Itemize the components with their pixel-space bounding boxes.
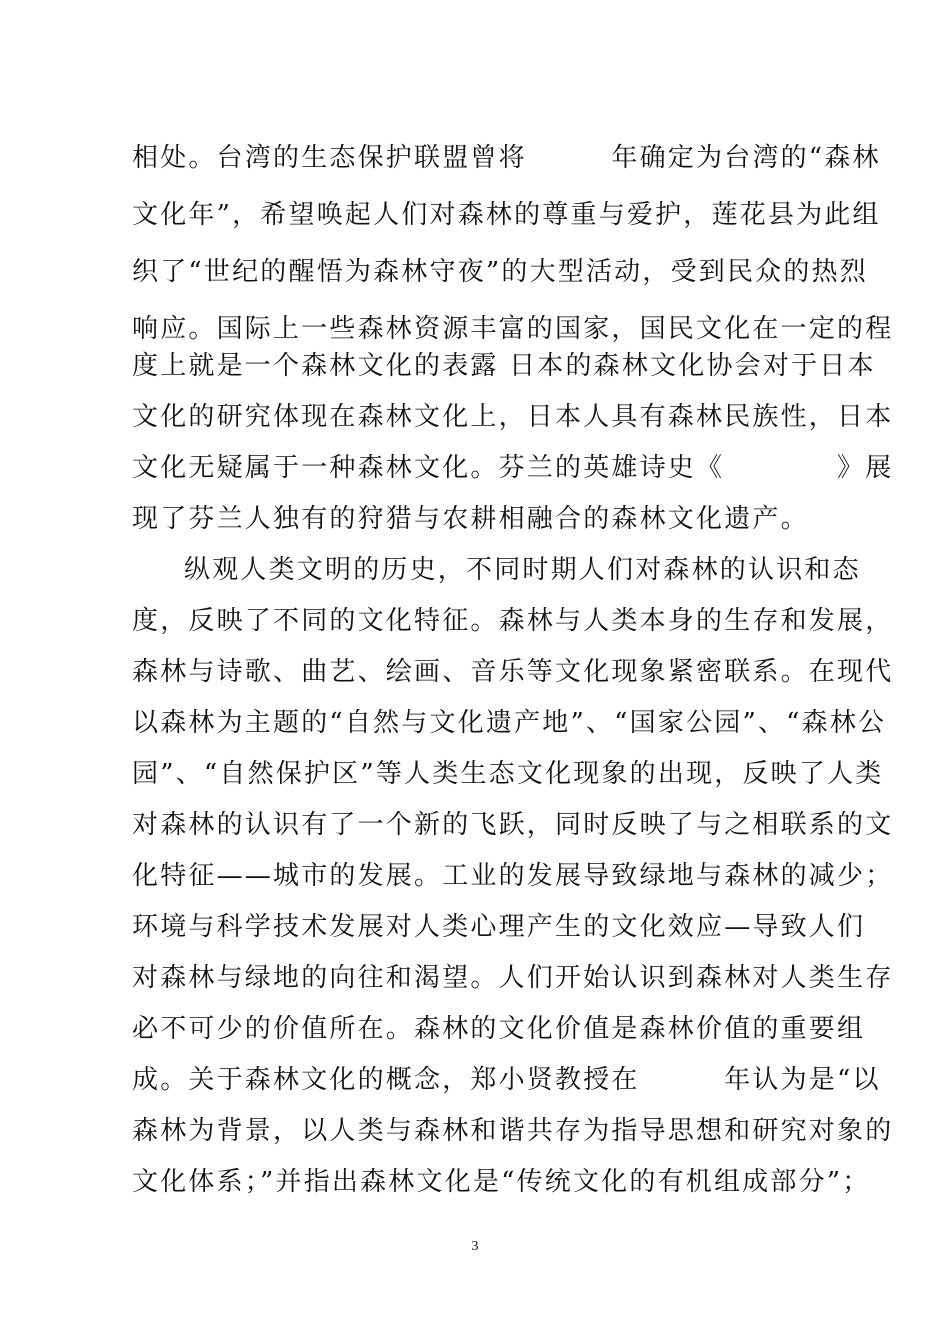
body-line: 现了芬兰人独有的狩猎与农耕相融合的森林文化遗产。 [132, 504, 809, 534]
body-line: 环境与科学技术发展对人类心理产生的文化效应—导致人们 [132, 912, 866, 942]
body-line: 文化年”，希望唤起人们对森林的尊重与爱护，莲花县为此组 [132, 200, 881, 230]
body-line: 化特征——城市的发展。工业的发展导致绿地与森林的减少； [132, 861, 894, 891]
body-line: 对森林与绿地的向往和渴望。人们开始认识到森林对人类生存 [132, 963, 894, 993]
body-line: 响应。国际上一些森林资源丰富的国家，国民文化在一定的程 [132, 314, 894, 344]
body-line: 园”、“自然保护区”等人类生态文化现象的出现，反映了人类 [132, 759, 884, 789]
page-number: 3 [471, 1239, 479, 1254]
body-line: 文化体系；”并指出森林文化是“传统文化的有机组成部分”； [132, 1167, 871, 1197]
paragraph-first-line: 纵观人类文明的历史，不同时期人们对森林的认识和态 [184, 555, 861, 585]
body-line: 度上就是一个森林文化的表露 日本的森林文化协会对于日本 [132, 351, 876, 381]
body-line: 文化无疑属于一种森林文化。芬兰的英雄诗史《 》展 [132, 453, 894, 483]
body-line: 以森林为主题的“自然与文化遗产地”、“国家公园”、“森林公 [132, 708, 887, 738]
body-line: 对森林的认识有了一个新的飞跃，同时反映了与之相联系的文 [132, 810, 894, 840]
body-line: 织了“世纪的醒悟为森林守夜”的大型活动，受到民众的热烈 [132, 257, 868, 287]
body-line: 成。关于森林文化的概念，郑小贤教授在 年认为是“以 [132, 1065, 881, 1095]
body-line: 相处。台湾的生态保护联盟曾将 年确定为台湾的“森林 [132, 143, 881, 173]
body-line: 森林与诗歌、曲艺、绘画、音乐等文化现象紧密联系。在现代 [132, 657, 894, 687]
body-line: 森林为背景，以人类与森林和谐共存为指导思想和研究对象的 [132, 1116, 894, 1146]
body-line: 必不可少的价值所在。森林的文化价值是森林价值的重要组 [132, 1014, 866, 1044]
body-line: 文化的研究体现在森林文化上，日本人具有森林民族性，日本 [132, 402, 894, 432]
body-line: 度，反映了不同的文化特征。森林与人类本身的生存和发展， [132, 606, 894, 636]
